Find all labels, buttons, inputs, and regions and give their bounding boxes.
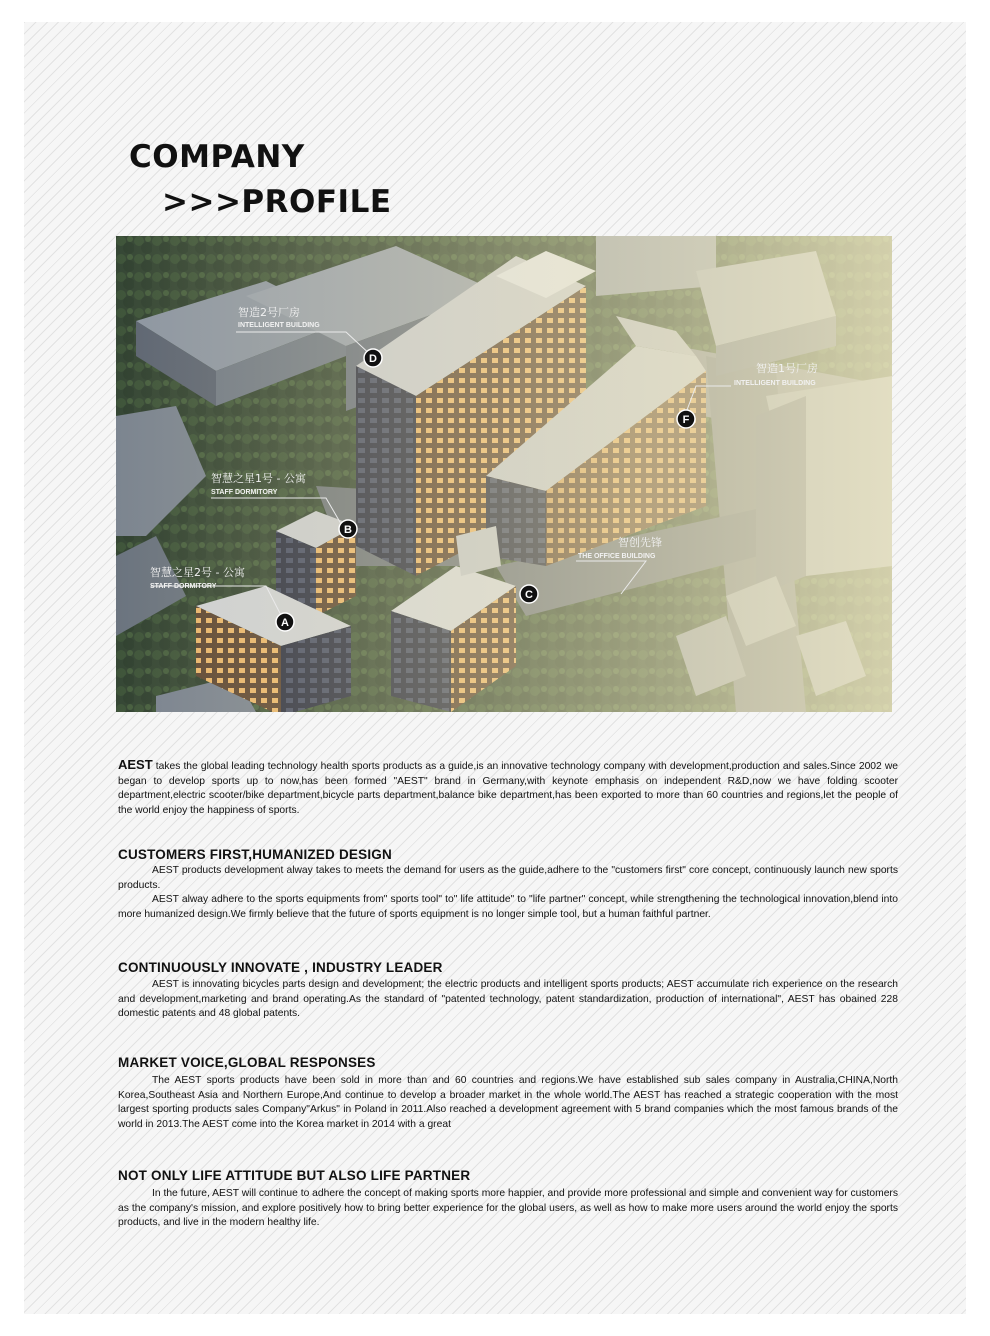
section-body-innovate (118, 978, 898, 1022)
section-paragraph: AEST is innovating bicycles parts design and development; the electric products and intelligent sports products; AEST accumulate rich experience on the research and development,marketing and brand operating.As the standard of "patented technology, patent standardization, production of international", AEST has obained 228 domestic patents and 48 global patents. (118, 979, 898, 1020)
title-company: COMPANY (129, 139, 305, 175)
section-heading-customers-first: CUSTOMERS FIRST,HUMANIZED DESIGN (118, 847, 392, 862)
marker-f (677, 410, 695, 428)
profile-page (24, 22, 966, 1314)
svg-text:F: F (682, 414, 690, 426)
intro-paragraph (118, 758, 898, 818)
svg-text:A: A (281, 617, 289, 629)
svg-text:C: C (525, 589, 533, 601)
label-a-en: STAFF DORMITORY (150, 583, 217, 590)
label-c-en: THE OFFICE BUILDING (578, 553, 656, 560)
section-heading-life-partner: NOT ONLY LIFE ATTITUDE BUT ALSO LIFE PARTNER (118, 1168, 471, 1183)
label-d-cn: 智造2号厂房 (238, 306, 300, 319)
section-paragraph: AEST alway adhere to the sports equipments from" sports tool" to" life attitude" to "life partner" concept, while strengthening the technological innovation,blend into more humanized design.We firmly believe that the future of sports equipment is no longer simple tool, but a human faithful partner. (118, 894, 898, 920)
svg-text:D: D (369, 353, 377, 365)
label-f-en: INTELLIGENT BUILDING (734, 380, 816, 387)
section-paragraph: The AEST sports products have been sold in more than and 60 countries and regions.We have established sub sales company in Australia,CHINA,North Korea,Southeast Asia and Northern Europe,And continue to develop a broader market in the whole world.The AEST has reached a strategic cooperation with the most largest sporting products sales Company"Arkus" in Poland in 2011.Also reached a development agreement with 5 brand companies which the most famous brands of the world in 2013.The AEST come into the Korea market in 2014 with a great (118, 1075, 898, 1130)
intro-lead: AEST (118, 757, 153, 772)
section-paragraph: AEST products development alway takes to meets the demand for users as the guide,adhere to the "customers first" core concept, continuously launch new sports products. (118, 865, 898, 891)
label-d-en: INTELLIGENT BUILDING (238, 322, 320, 329)
svg-text:B: B (344, 524, 352, 536)
label-b-cn: 智慧之星1号 - 公寓 (211, 472, 306, 485)
intro-text: takes the global leading technology health sports products as a guide,is an innovative technology company with development,production and sales.Since 2002 we began to develop sports up to now,has been formed "AEST" brand in Germany,with keynote emphasis on independent R&D,now we have folding scooter department,electric scooter/bike department,bicycle parts department,balance bike department,has been exported to more than 60 countries and regions,let the people of the world enjoy the happiness of sports. (118, 761, 898, 816)
label-f-cn: 智造1号厂房 (756, 362, 818, 375)
title-profile: >>>PROFILE (162, 184, 392, 220)
campus-aerial-image (116, 236, 892, 712)
section-paragraph: In the future, AEST will continue to adhere the concept of making sports more happier, and provide more professional and simple and convenient way for customers as the company's mission, and explore positively how to bring better experience for the global users, as well as how to make more users around the world enjoy the sports products, and live in the modern healthy life. (118, 1188, 898, 1229)
marker-b (339, 520, 357, 538)
section-body-life-partner (118, 1187, 898, 1231)
section-body-customers-first (118, 864, 898, 922)
label-a-cn: 智慧之星2号 - 公寓 (150, 566, 245, 579)
marker-a (276, 613, 294, 631)
label-b-en: STAFF DORMITORY (211, 489, 278, 496)
section-heading-innovate: CONTINUOUSLY INNOVATE , INDUSTRY LEADER (118, 960, 443, 975)
label-c-cn: 智创先锋 (618, 536, 662, 549)
section-body-market-voice (118, 1074, 898, 1132)
marker-c (520, 585, 538, 603)
marker-d (364, 349, 382, 367)
section-heading-market-voice: MARKET VOICE,GLOBAL RESPONSES (118, 1055, 376, 1070)
